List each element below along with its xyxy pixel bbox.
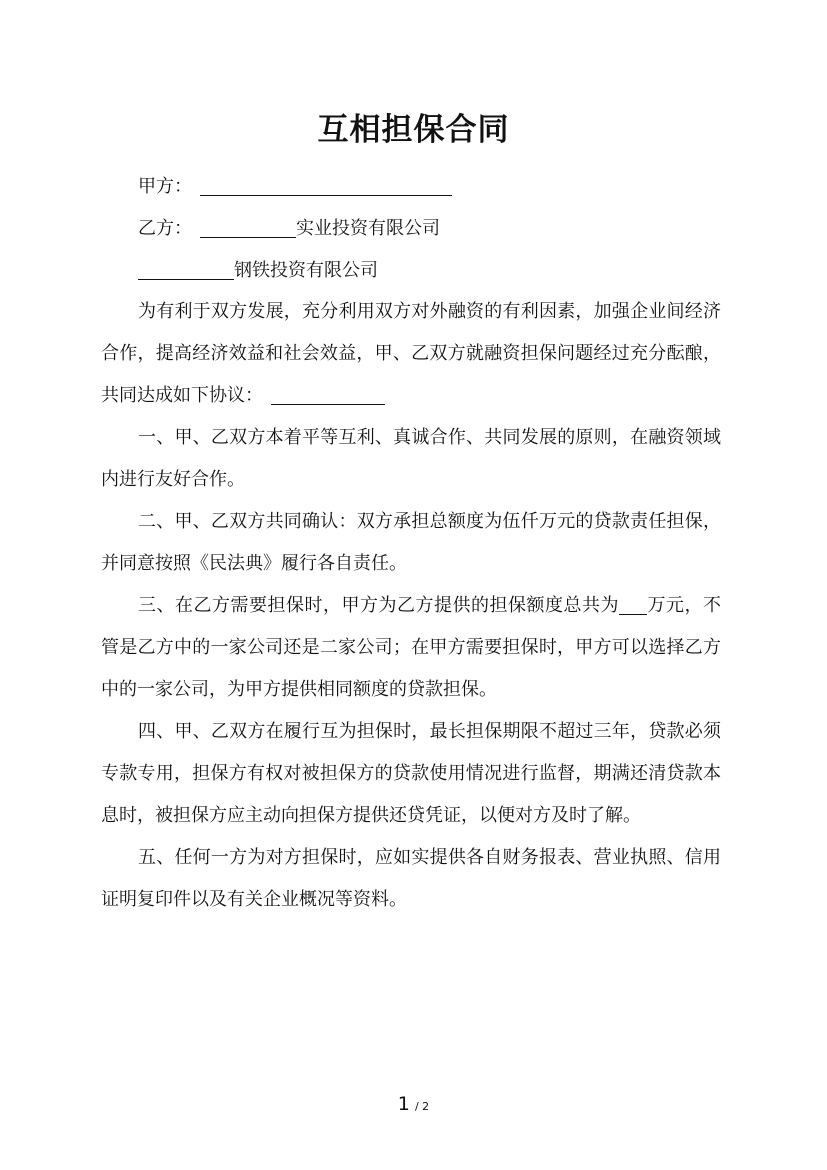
party-a-line (101, 166, 452, 208)
clause-1-paragraph: 一、甲、乙双方本着平等互利、真诚合作、共同发展的原则，在融资领域内进行友好合作。 (101, 427, 721, 490)
clause-2-paragraph: 二、甲、乙双方共同确认：双方承担总额度为伍仟万元的贷款责任担保，并同意按照《民法典》履行各自责任。 (101, 511, 721, 574)
party-a-blank (200, 171, 452, 196)
party-b-company2-line (101, 250, 378, 292)
party-b-line (101, 208, 440, 250)
party-a-label: 甲方： (138, 176, 192, 197)
page-current: 1 (397, 1093, 410, 1115)
clause-5-paragraph: 五、任何一方为对方担保时，应如实提供各自财务报表、营业执照、信用证明复印件以及有关企业概况等资料。 (101, 847, 721, 910)
page-number (0, 1093, 827, 1115)
guarantee-amount-blank (619, 590, 647, 615)
clause-3-text-before: 三、在乙方需要担保时，甲方为乙方提供的担保额度总共为 (138, 595, 619, 616)
intro-blank (271, 380, 385, 405)
page-total: / 2 (414, 1100, 430, 1113)
clause-3-text-after: 万元，不管是乙方中的一家公司还是二家公司；在甲方需要担保时，甲方可以选择乙方中的一家公司，为甲方提供相同额度的贷款担保。 (101, 595, 721, 700)
party-b-company2-blank (138, 255, 234, 280)
party-b-label: 乙方： (138, 218, 192, 239)
party-b-company1-suffix: 实业投资有限公司 (296, 218, 440, 239)
contract-body (101, 291, 721, 921)
clause-4-paragraph: 四、甲、乙双方在履行互为担保时，最长担保期限不超过三年，贷款必须专款专用，担保方有权对被担保方的贷款使用情况进行监督，期满还清贷款本息时，被担保方应主动向担保方提供还贷凭证，以便对方及时了解。 (101, 721, 721, 826)
clause-3-paragraph (101, 585, 721, 711)
document-title: 互相担保合同 (317, 112, 510, 148)
party-b-company1-blank (200, 213, 296, 238)
intro-paragraph (101, 291, 721, 417)
intro-text: 为有利于双方发展，充分利用双方对外融资的有利因素，加强企业间经济合作，提高经济效益和社会效益，甲、乙双方就融资担保问题经过充分酝酿，共同达成如下协议： (101, 301, 721, 406)
party-b-company2-suffix: 钢铁投资有限公司 (234, 260, 378, 281)
